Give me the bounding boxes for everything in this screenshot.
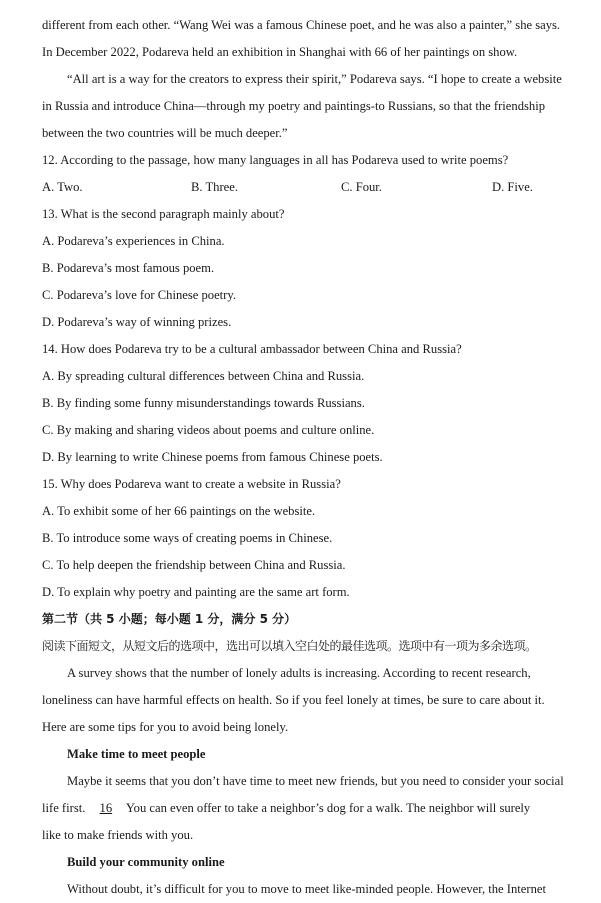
passage-line: in Russia and introduce China—through my poetry and paintings-to Russians, so that the friendship xyxy=(42,99,545,113)
passage-intro-line: loneliness can have harmful effects on health. So if you feel lonely at times, be sure to care about it. xyxy=(42,693,545,707)
question-12-option-b: B. Three. xyxy=(191,180,238,194)
question-15-stem: 15. Why does Podareva want to create a website in Russia? xyxy=(42,477,341,491)
question-12-stem: 12. According to the passage, how many languages in all has Podareva used to write poems? xyxy=(42,153,509,167)
passage-text: You can even offer to take a neighbor’s dog for a walk. The neighbor will surely xyxy=(125,801,531,815)
question-13-option-d: D. Podareva’s way of winning prizes. xyxy=(42,315,232,329)
question-14-option-d: D. By learning to write Chinese poems from famous Chinese poets. xyxy=(42,450,383,464)
question-13-option-a: A. Podareva’s experiences in China. xyxy=(42,234,225,248)
passage-line: Without doubt, it’s difficult for you to move to meet like-minded people. However, the Internet xyxy=(67,882,546,896)
passage-line-with-blank xyxy=(42,800,577,816)
passage-line: like to make friends with you. xyxy=(42,828,194,842)
passage-text: life first. xyxy=(42,801,86,815)
subheading-community-online: Build your community online xyxy=(67,855,225,869)
question-14-option-c: C. By making and sharing videos about poems and culture online. xyxy=(42,423,375,437)
subheading-meet-people: Make time to meet people xyxy=(67,747,206,761)
blank-16: 16 xyxy=(99,801,113,815)
question-12-option-d: D. Five. xyxy=(492,180,533,194)
passage-line: different from each other. “Wang Wei was a famous Chinese poet, and he was also a painter,” she says. xyxy=(42,18,561,32)
question-15-option-c: C. To help deepen the friendship between China and Russia. xyxy=(42,558,346,572)
passage-line: Maybe it seems that you don’t have time to meet new friends, but you need to consider your social xyxy=(67,774,564,788)
question-13-stem: 13. What is the second paragraph mainly about? xyxy=(42,207,285,221)
question-13-option-c: C. Podareva’s love for Chinese poetry. xyxy=(42,288,236,302)
question-15-option-d: D. To explain why poetry and painting are the same art form. xyxy=(42,585,350,599)
section-2-heading: 第二节（共 5 小题；每小题 1 分，满分 5 分） xyxy=(42,612,297,626)
question-15-option-b: B. To introduce some ways of creating poems in Chinese. xyxy=(42,531,333,545)
passage-line: In December 2022, Podareva held an exhibition in Shanghai with 66 of her paintings on show. xyxy=(42,45,518,59)
passage-intro-line: Here are some tips for you to avoid being lonely. xyxy=(42,720,289,734)
question-15-option-a: A. To exhibit some of her 66 paintings on the website. xyxy=(42,504,316,518)
passage-line: between the two countries will be much deeper.” xyxy=(42,126,288,140)
section-2-instruction: 阅读下面短文，从短文后的选项中，选出可以填入空白处的最佳选项。选项中有一项为多余选项。 xyxy=(42,639,537,653)
question-13-option-b: B. Podareva’s most famous poem. xyxy=(42,261,215,275)
question-14-option-a: A. By spreading cultural differences between China and Russia. xyxy=(42,369,365,383)
question-12-option-c: C. Four. xyxy=(341,180,382,194)
question-14-stem: 14. How does Podareva try to be a cultural ambassador between China and Russia? xyxy=(42,342,462,356)
question-14-option-b: B. By finding some funny misunderstandings towards Russians. xyxy=(42,396,365,410)
question-12-option-a: A. Two. xyxy=(42,180,83,194)
passage-line: “All art is a way for the creators to express their spirit,” Podareva says. “I hope to create a website xyxy=(67,72,562,86)
passage-intro-line: A survey shows that the number of lonely adults is increasing. According to recent research, xyxy=(67,666,531,680)
